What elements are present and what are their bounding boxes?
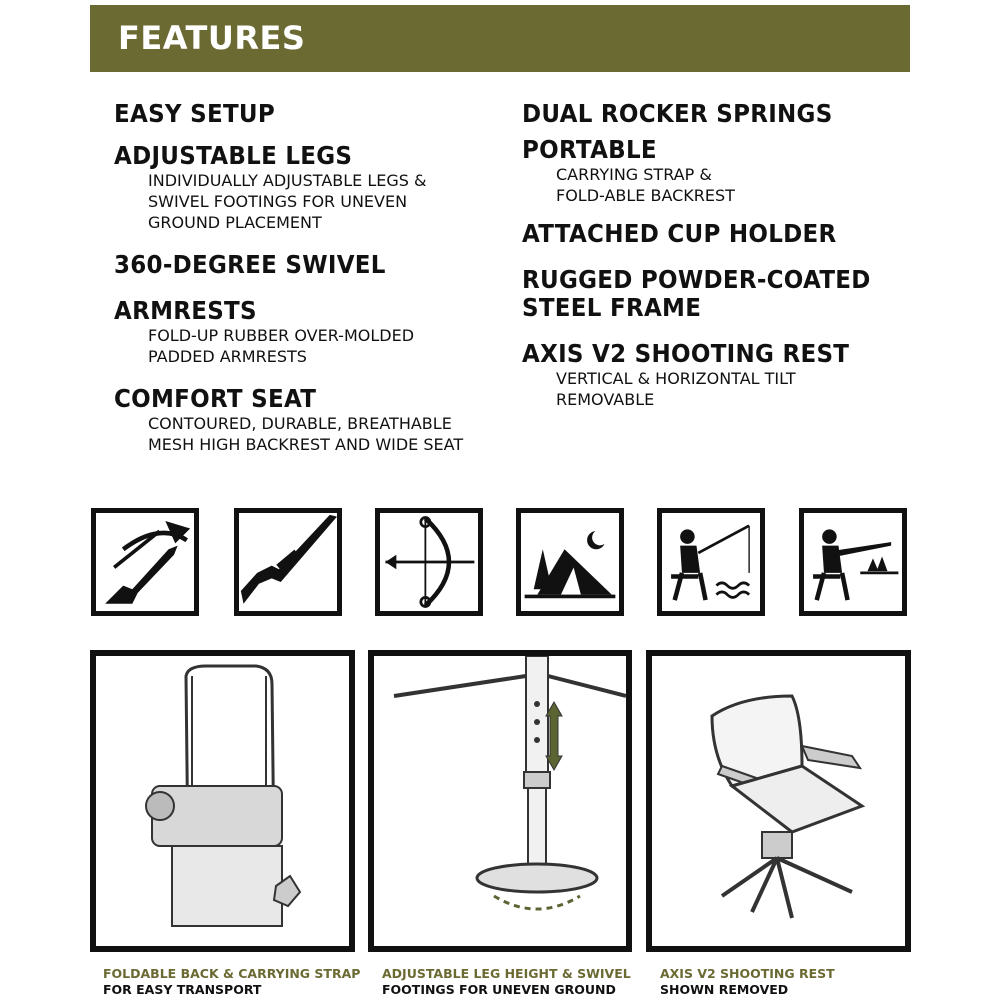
caption-line2: FOR EASY TRANSPORT [103, 982, 262, 997]
feature-title: ATTACHED CUP HOLDER [522, 219, 837, 248]
caption-line2: FOOTINGS FOR UNEVEN GROUND [382, 982, 616, 997]
caption-line1: AXIS V2 SHOOTING REST [660, 966, 835, 981]
adjustable-leg-photo [368, 650, 632, 952]
feature-title: AXIS V2 SHOOTING REST [522, 339, 850, 368]
feature-title: ARMRESTS [114, 296, 257, 325]
folded-chair-photo [90, 650, 355, 952]
feature-desc-line: MESH HIGH BACKREST AND WIDE SEAT [148, 435, 464, 454]
caption-folding [103, 966, 360, 998]
feature-desc-line: VERTICAL & HORIZONTAL TILT [556, 369, 796, 388]
feature-easy-setup [114, 100, 504, 128]
caption-line1: FOLDABLE BACK & CARRYING STRAP [103, 966, 361, 981]
crossbow-icon [91, 508, 199, 616]
feature-title: ADJUSTABLE LEGS [114, 141, 353, 170]
feature-cup-holder [522, 220, 912, 248]
feature-dual-rocker-springs [522, 100, 912, 128]
feature-title: 360-DEGREE SWIVEL [114, 250, 386, 279]
feature-desc-line: FOLD-ABLE BACKREST [556, 186, 735, 205]
feature-title: EASY SETUP [114, 99, 275, 128]
feature-title-line2: STEEL FRAME [522, 293, 702, 322]
feature-steel-frame [522, 266, 912, 322]
shooting-icon [799, 508, 907, 616]
feature-title: RUGGED POWDER-COATED [522, 265, 871, 294]
feature-desc-line: INDIVIDUALLY ADJUSTABLE LEGS & [148, 171, 427, 190]
caption-adjustable-leg [382, 966, 631, 998]
chair-without-rest-photo [646, 650, 911, 952]
feature-adjustable-legs [114, 142, 504, 233]
feature-shooting-rest [522, 340, 912, 410]
features-left-column [114, 100, 504, 469]
caption-line2: SHOWN REMOVED [660, 982, 789, 997]
feature-360-swivel [114, 251, 504, 279]
feature-armrests [114, 297, 504, 367]
fishing-icon [657, 508, 765, 616]
feature-title: COMFORT SEAT [114, 384, 317, 413]
feature-desc-line: SWIVEL FOOTINGS FOR UNEVEN [148, 192, 408, 211]
feature-desc-line: PADDED ARMRESTS [148, 347, 307, 366]
feature-desc-line: GROUND PLACEMENT [148, 213, 322, 232]
feature-desc-line: FOLD-UP RUBBER OVER-MOLDED [148, 326, 415, 345]
camping-tent-icon [516, 508, 624, 616]
feature-desc-line: CARRYING STRAP & [556, 165, 712, 184]
rifle-icon [234, 508, 342, 616]
features-right-column [522, 100, 912, 424]
feature-comfort-seat [114, 385, 504, 455]
feature-title: DUAL ROCKER SPRINGS [522, 99, 833, 128]
feature-desc-line: REMOVABLE [556, 390, 655, 409]
page-title: FEATURES [118, 19, 306, 57]
feature-desc-line: CONTOURED, DURABLE, BREATHABLE [148, 414, 452, 433]
caption-line1: ADJUSTABLE LEG HEIGHT & SWIVEL [382, 966, 631, 981]
feature-title: PORTABLE [522, 135, 657, 164]
compound-bow-icon [375, 508, 483, 616]
features-header [90, 5, 910, 72]
feature-portable [522, 136, 912, 206]
caption-shooting-rest [660, 966, 835, 998]
